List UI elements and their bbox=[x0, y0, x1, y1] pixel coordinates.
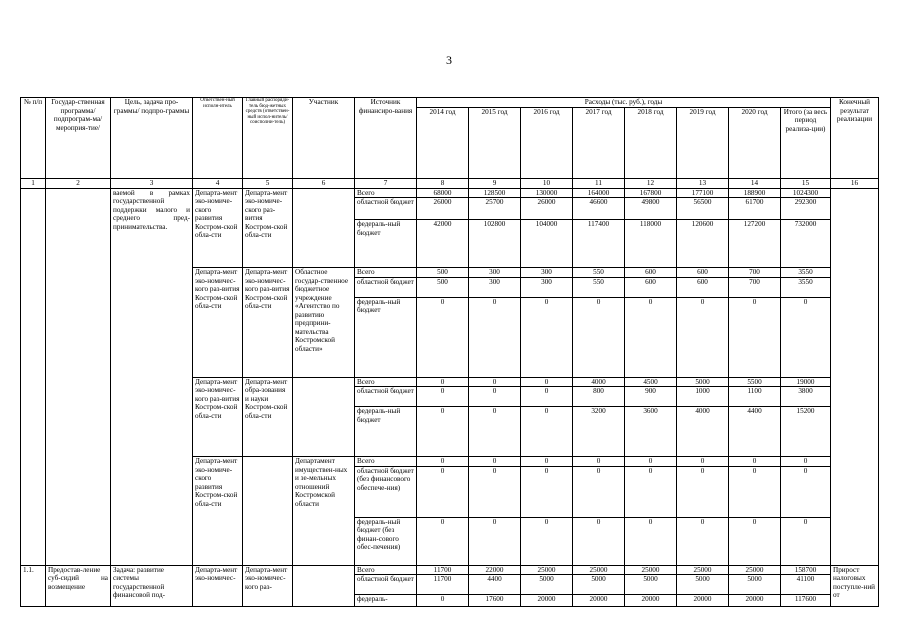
value-cell: 19000 bbox=[781, 377, 831, 387]
value-cell: 102800 bbox=[469, 220, 521, 268]
value-cell: 600 bbox=[677, 268, 729, 278]
value-cell: 158700 bbox=[781, 565, 831, 575]
value-cell: 4400 bbox=[469, 575, 521, 595]
value-cell: 5000 bbox=[625, 575, 677, 595]
value-cell: 4400 bbox=[729, 407, 781, 457]
value-cell: 3200 bbox=[573, 407, 625, 457]
source: Всего bbox=[355, 457, 417, 467]
value-cell: 188900 bbox=[729, 188, 781, 198]
executor: Департа-мент эко-номичес-кого раз-вития Костром-ской обла-сти bbox=[193, 268, 243, 378]
source: областной бюджет bbox=[355, 575, 417, 595]
value-cell: 20000 bbox=[625, 595, 677, 607]
page-number: 3 bbox=[446, 53, 452, 67]
value-cell: 0 bbox=[417, 387, 469, 407]
value-cell: 11700 bbox=[417, 565, 469, 575]
value-cell: 3550 bbox=[781, 277, 831, 297]
column-number: 2 bbox=[46, 178, 111, 188]
value-cell: 4000 bbox=[573, 377, 625, 387]
value-cell: 68000 bbox=[417, 188, 469, 198]
header-col-executor: Ответствен-ный исполн-итель bbox=[193, 98, 243, 179]
value-cell: 25000 bbox=[677, 565, 729, 575]
value-cell: 5000 bbox=[573, 575, 625, 595]
value-cell: 0 bbox=[729, 517, 781, 565]
source: Всего bbox=[355, 377, 417, 387]
value-cell: 0 bbox=[417, 407, 469, 457]
value-cell: 25000 bbox=[729, 565, 781, 575]
source: федераль-ный бюджет bbox=[355, 407, 417, 457]
value-cell: 700 bbox=[729, 268, 781, 278]
value-cell: 0 bbox=[521, 387, 573, 407]
header-year: 2020 год bbox=[729, 107, 781, 178]
value-cell: 300 bbox=[469, 268, 521, 278]
value-cell: 117600 bbox=[781, 595, 831, 607]
source: Всего bbox=[355, 268, 417, 278]
header-col-result: Конечный результат реализации bbox=[831, 98, 879, 179]
value-cell: 600 bbox=[625, 277, 677, 297]
value-cell: 0 bbox=[469, 407, 521, 457]
header-total: Итого (за весь период реализа-ции) bbox=[781, 107, 831, 178]
value-cell: 0 bbox=[417, 377, 469, 387]
grbs: Департа-мент эко-номичес-кого раз- bbox=[243, 565, 293, 607]
item-number: 1.1. bbox=[21, 565, 46, 607]
grbs: Департа-мент эко-номичес-кого раз-вития Костром-ской обла-сти bbox=[243, 268, 293, 378]
value-cell: 164000 bbox=[573, 188, 625, 198]
value-cell: 500 bbox=[417, 268, 469, 278]
value-cell: 118000 bbox=[625, 220, 677, 268]
value-cell: 292300 bbox=[781, 198, 831, 220]
value-cell: 800 bbox=[573, 387, 625, 407]
value-cell: 0 bbox=[417, 297, 469, 377]
value-cell: 0 bbox=[781, 457, 831, 467]
executor: Департа-мент эко-номиче-ского развития Костром-ской обла-сти bbox=[193, 457, 243, 566]
value-cell: 5000 bbox=[521, 575, 573, 595]
value-cell: 0 bbox=[625, 517, 677, 565]
column-number: 1 bbox=[21, 178, 46, 188]
source: областной бюджет (без финансового обеспече-ния) bbox=[355, 466, 417, 517]
column-number: 6 bbox=[293, 178, 355, 188]
value-cell: 0 bbox=[521, 377, 573, 387]
source: федераль-ный бюджет (без финан-сового обес-печения) bbox=[355, 517, 417, 565]
value-cell: 26000 bbox=[521, 198, 573, 220]
column-number: 16 bbox=[831, 178, 879, 188]
header-year: 2015 год bbox=[469, 107, 521, 178]
value-cell: 0 bbox=[729, 457, 781, 467]
value-cell: 550 bbox=[573, 277, 625, 297]
budget-table bbox=[20, 97, 879, 607]
grbs: Департа-мент эко-номиче-ского раз-вития Костром-ской обла-сти bbox=[243, 188, 293, 268]
table-row bbox=[21, 188, 879, 198]
participant: Областное государ-ственное бюджетное учреждение «Агентство по развитию предприни-мательства Костромской области» bbox=[293, 268, 355, 378]
value-cell: 0 bbox=[417, 466, 469, 517]
value-cell: 0 bbox=[625, 457, 677, 467]
program-name: Предостав-ление суб-сидий на возмещение bbox=[46, 565, 111, 607]
value-cell: 0 bbox=[521, 407, 573, 457]
source: областной бюджет bbox=[355, 198, 417, 220]
value-cell: 22000 bbox=[469, 565, 521, 575]
source: Всего bbox=[355, 188, 417, 198]
source: Всего bbox=[355, 565, 417, 575]
value-cell: 0 bbox=[677, 466, 729, 517]
header-year: 2016 год bbox=[521, 107, 573, 178]
value-cell: 0 bbox=[417, 457, 469, 467]
value-cell: 0 bbox=[573, 517, 625, 565]
header-year: 2019 год bbox=[677, 107, 729, 178]
value-cell: 3800 bbox=[781, 387, 831, 407]
value-cell: 550 bbox=[573, 268, 625, 278]
column-number: 12 bbox=[625, 178, 677, 188]
value-cell: 0 bbox=[469, 466, 521, 517]
value-cell: 0 bbox=[573, 457, 625, 467]
executor: Департа-мент эко-номиче-ского развития Костром-ской обла-сти bbox=[193, 188, 243, 268]
value-cell: 0 bbox=[781, 297, 831, 377]
header-col-source: Источник финансиро-вания bbox=[355, 98, 417, 179]
column-number: 7 bbox=[355, 178, 417, 188]
header-year: 2018 год bbox=[625, 107, 677, 178]
column-number: 4 bbox=[193, 178, 243, 188]
value-cell: 56500 bbox=[677, 198, 729, 220]
value-cell: 25000 bbox=[573, 565, 625, 575]
value-cell: 128500 bbox=[469, 188, 521, 198]
value-cell: 167800 bbox=[625, 188, 677, 198]
column-number: 8 bbox=[417, 178, 469, 188]
header-year: 2017 год bbox=[573, 107, 625, 178]
column-number: 3 bbox=[111, 178, 193, 188]
header-year: 2014 год bbox=[417, 107, 469, 178]
source: федераль- bbox=[355, 595, 417, 607]
value-cell: 1100 bbox=[729, 387, 781, 407]
value-cell: 117400 bbox=[573, 220, 625, 268]
value-cell: 0 bbox=[521, 517, 573, 565]
value-cell: 0 bbox=[781, 466, 831, 517]
header-col-participant: Участник bbox=[293, 98, 355, 179]
source: областной бюджет bbox=[355, 387, 417, 407]
value-cell: 0 bbox=[417, 517, 469, 565]
goal-text: Задача: развитие системы государственной финансовой под- bbox=[111, 565, 193, 607]
value-cell: 4500 bbox=[625, 377, 677, 387]
value-cell: 20000 bbox=[729, 595, 781, 607]
value-cell: 5000 bbox=[677, 575, 729, 595]
value-cell: 300 bbox=[469, 277, 521, 297]
value-cell: 1024300 bbox=[781, 188, 831, 198]
header-col-grbs: Главный распоряди-тель бюд-жетных средств (ответствен-ный испол-нитель/ соисполни-тель) bbox=[243, 98, 293, 179]
value-cell: 0 bbox=[469, 457, 521, 467]
value-cell: 700 bbox=[729, 277, 781, 297]
value-cell: 0 bbox=[469, 377, 521, 387]
value-cell: 104000 bbox=[521, 220, 573, 268]
value-cell: 0 bbox=[729, 466, 781, 517]
value-cell: 0 bbox=[781, 517, 831, 565]
value-cell: 0 bbox=[625, 466, 677, 517]
table-row bbox=[21, 565, 879, 575]
participant: Департамент имуществен-ных и зе-мельных отношений Костромской области bbox=[293, 457, 355, 566]
grbs: Департа-мент обра-зования и науки Костром-ской обла-сти bbox=[243, 377, 293, 457]
value-cell: 5000 bbox=[729, 575, 781, 595]
value-cell: 25000 bbox=[625, 565, 677, 575]
executor: Департа-мент эко-номичес- bbox=[193, 565, 243, 607]
value-cell: 3550 bbox=[781, 268, 831, 278]
value-cell: 17600 bbox=[469, 595, 521, 607]
value-cell: 0 bbox=[469, 297, 521, 377]
value-cell: 5000 bbox=[677, 377, 729, 387]
value-cell: 0 bbox=[677, 297, 729, 377]
value-cell: 25700 bbox=[469, 198, 521, 220]
value-cell: 0 bbox=[625, 297, 677, 377]
value-cell: 600 bbox=[625, 268, 677, 278]
column-number: 14 bbox=[729, 178, 781, 188]
value-cell: 600 bbox=[677, 277, 729, 297]
value-cell: 1000 bbox=[677, 387, 729, 407]
value-cell: 0 bbox=[677, 517, 729, 565]
column-number: 15 bbox=[781, 178, 831, 188]
value-cell: 300 bbox=[521, 268, 573, 278]
value-cell: 49800 bbox=[625, 198, 677, 220]
source: федераль-ный бюджет bbox=[355, 297, 417, 377]
header-expenses: Расходы (тыс. руб.), годы bbox=[417, 98, 831, 108]
goal-text: ваемой в рамках государственной поддержки малого и среднего пред-принимательства. bbox=[111, 188, 193, 565]
column-number: 10 bbox=[521, 178, 573, 188]
value-cell: 15200 bbox=[781, 407, 831, 457]
value-cell: 61700 bbox=[729, 198, 781, 220]
executor: Департа-мент эко-номичес-кого раз-вития Костром-ской обла-сти bbox=[193, 377, 243, 457]
column-number: 9 bbox=[469, 178, 521, 188]
value-cell: 0 bbox=[417, 595, 469, 607]
value-cell: 130000 bbox=[521, 188, 573, 198]
value-cell: 0 bbox=[729, 297, 781, 377]
value-cell: 127200 bbox=[729, 220, 781, 268]
value-cell: 42000 bbox=[417, 220, 469, 268]
header-col-number: № п/п bbox=[21, 98, 46, 179]
value-cell: 300 bbox=[521, 277, 573, 297]
value-cell: 732000 bbox=[781, 220, 831, 268]
column-number: 13 bbox=[677, 178, 729, 188]
value-cell: 26000 bbox=[417, 198, 469, 220]
source: областной бюджет bbox=[355, 277, 417, 297]
value-cell: 0 bbox=[521, 457, 573, 467]
value-cell: 3600 bbox=[625, 407, 677, 457]
value-cell: 41100 bbox=[781, 575, 831, 595]
value-cell: 500 bbox=[417, 277, 469, 297]
value-cell: 20000 bbox=[521, 595, 573, 607]
header-col-program: Государ-ственная программа/ подпрограм-ма/ мероприя-тие/ bbox=[46, 98, 111, 179]
result-text: Прирост налоговых поступле-ний от bbox=[831, 565, 879, 607]
value-cell: 11700 bbox=[417, 575, 469, 595]
source: федераль-ный бюджет bbox=[355, 220, 417, 268]
value-cell: 0 bbox=[521, 297, 573, 377]
value-cell: 46600 bbox=[573, 198, 625, 220]
value-cell: 0 bbox=[573, 297, 625, 377]
value-cell: 20000 bbox=[573, 595, 625, 607]
value-cell: 0 bbox=[469, 517, 521, 565]
column-number: 11 bbox=[573, 178, 625, 188]
value-cell: 0 bbox=[573, 466, 625, 517]
value-cell: 177100 bbox=[677, 188, 729, 198]
header-col-goal: Цель, задача про-граммы/ подпро-граммы bbox=[111, 98, 193, 179]
value-cell: 0 bbox=[677, 457, 729, 467]
value-cell: 25000 bbox=[521, 565, 573, 575]
value-cell: 5500 bbox=[729, 377, 781, 387]
value-cell: 0 bbox=[521, 466, 573, 517]
value-cell: 900 bbox=[625, 387, 677, 407]
column-number: 5 bbox=[243, 178, 293, 188]
value-cell: 0 bbox=[469, 387, 521, 407]
value-cell: 4000 bbox=[677, 407, 729, 457]
value-cell: 120600 bbox=[677, 220, 729, 268]
value-cell: 20000 bbox=[677, 595, 729, 607]
